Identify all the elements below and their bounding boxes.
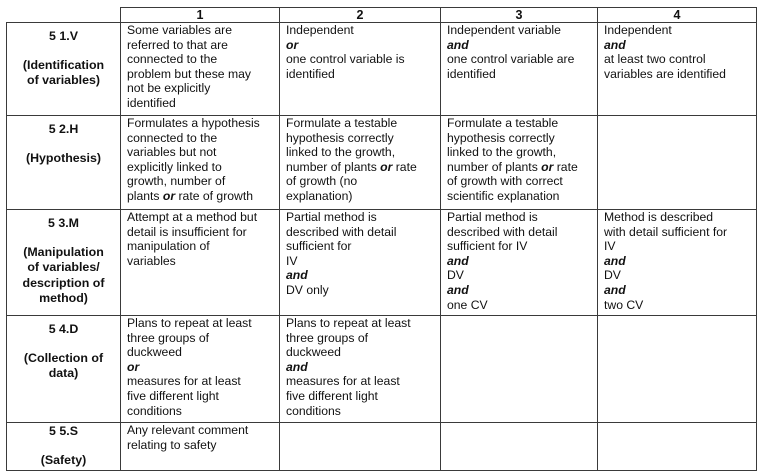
descriptor-line: explanation)	[286, 188, 353, 203]
descriptor-cell-level-3	[441, 316, 598, 423]
criterion-code: 5 1.V	[49, 29, 78, 43]
descriptor-line: variables	[127, 253, 176, 268]
column-header-2: 2	[280, 8, 441, 23]
descriptor-cell-level-4	[598, 23, 757, 116]
descriptor-cell-level-1	[121, 116, 280, 210]
descriptor-line: measures for at least	[127, 374, 241, 389]
criterion-label-line: of variables/	[27, 260, 100, 274]
criterion-label-line: description of	[22, 275, 105, 290]
descriptor-line: connected to the	[127, 130, 218, 145]
descriptor-line: Independent	[286, 23, 354, 37]
table-row	[7, 23, 757, 116]
descriptor-text: plants	[127, 188, 163, 203]
conjunction: and	[447, 253, 469, 268]
criterion-code: 5 2.H	[48, 122, 79, 136]
table-row	[7, 423, 757, 471]
descriptor-line: linked to the growth,	[447, 145, 557, 160]
descriptor-line: hypothesis correctly	[447, 130, 555, 145]
descriptor-line: Plans to repeat at least	[127, 316, 252, 330]
descriptor-line: Independent	[604, 23, 672, 37]
table-row	[7, 210, 757, 316]
descriptor-cell-level-1	[121, 316, 280, 423]
header-row	[7, 8, 757, 23]
descriptor-line: five different light	[127, 388, 219, 403]
column-header-3: 3	[441, 8, 598, 23]
spacer	[9, 138, 118, 151]
criterion-label-line: (Manipulation	[23, 244, 104, 259]
criterion-label-line: method)	[39, 291, 88, 305]
descriptor-text: rate of growth	[175, 188, 254, 203]
descriptor-cell-level-1	[121, 423, 280, 471]
descriptor-line: identified	[286, 66, 335, 81]
descriptor-text: rate	[392, 159, 417, 174]
descriptor-line: duckweed	[127, 345, 182, 360]
descriptor-line: hypothesis correctly	[286, 130, 394, 145]
conjunction: and	[604, 37, 626, 52]
conjunction: and	[447, 37, 469, 52]
conjunction: or	[127, 359, 140, 374]
conjunction: and	[286, 359, 308, 374]
descriptor-cell-level-2	[280, 116, 441, 210]
descriptor-line: DV only	[286, 282, 329, 297]
descriptor-line: of growth with correct	[447, 174, 563, 189]
marking-rubric-table	[6, 7, 757, 471]
descriptor-line: detail is insufficient for	[127, 224, 247, 239]
descriptor-line: three groups of	[286, 330, 368, 345]
descriptor-text: number of plants	[447, 159, 542, 174]
descriptor-cell-level-3	[441, 116, 598, 210]
table-row	[7, 316, 757, 423]
descriptor-line: at least two control	[604, 52, 706, 67]
descriptor-line: Independent variable	[447, 23, 561, 37]
descriptor-cell-level-4	[598, 423, 757, 471]
table-row	[7, 116, 757, 210]
spacer	[9, 338, 118, 351]
descriptor-line	[447, 160, 597, 175]
spacer	[9, 232, 118, 245]
descriptor-line: with detail sufficient for	[604, 224, 728, 239]
descriptor-line: IV	[286, 253, 298, 268]
descriptor-cell-level-3	[441, 423, 598, 471]
descriptor-cell-level-1	[121, 23, 280, 116]
descriptor-line: two CV	[604, 297, 644, 312]
descriptor-line: connected to the	[127, 52, 218, 67]
descriptor-cell-level-2	[280, 316, 441, 423]
descriptor-line: manipulation of	[127, 239, 210, 254]
descriptor-line: Partial method is	[447, 210, 538, 224]
descriptor-cell-level-3	[441, 210, 598, 316]
descriptor-cell-level-4	[598, 316, 757, 423]
descriptor-cell-level-2	[280, 210, 441, 316]
descriptor-cell-level-1	[121, 210, 280, 316]
column-header-4: 4	[598, 8, 757, 23]
descriptor-line: Attempt at a method but	[127, 210, 258, 224]
descriptor-line: one control variable is	[286, 52, 405, 67]
spacer	[9, 440, 118, 453]
conjunction: or	[541, 159, 554, 174]
spacer	[9, 45, 118, 58]
descriptor-line: sufficient for	[286, 239, 352, 254]
descriptor-line: explicitly linked to	[127, 159, 222, 174]
descriptor-line: IV	[604, 239, 616, 254]
descriptor-text: rate	[553, 159, 578, 174]
descriptor-line: DV	[604, 268, 621, 283]
descriptor-line: measures for at least	[286, 374, 400, 389]
criterion-label-line: (Hypothesis)	[25, 150, 102, 165]
descriptor-line: described with detail	[286, 224, 397, 239]
descriptor-line: sufficient for IV	[447, 239, 528, 254]
descriptor-line: linked to the growth,	[286, 145, 396, 160]
descriptor-line: variables but not	[127, 145, 217, 160]
descriptor-line: conditions	[286, 403, 341, 418]
descriptor-text: number of plants	[286, 159, 381, 174]
descriptor-line: Formulate a testable	[286, 116, 398, 130]
descriptor-line: problem but these may	[127, 66, 251, 81]
criterion-label-line: (Identification	[22, 57, 105, 72]
conjunction: or	[162, 188, 176, 203]
descriptor-line: described with detail	[447, 224, 558, 239]
descriptor-line: DV	[447, 268, 464, 283]
descriptor-line: relating to safety	[127, 437, 217, 452]
criterion-label-line: (Safety)	[40, 452, 87, 467]
descriptor-line: five different light	[286, 388, 378, 403]
descriptor-line: referred to that are	[127, 37, 228, 52]
descriptor-line	[286, 160, 440, 175]
criterion-label-line: of variables)	[27, 73, 100, 87]
descriptor-line: Formulates a hypothesis	[127, 116, 260, 130]
descriptor-cell-level-3	[441, 23, 598, 116]
descriptor-line: duckweed	[286, 345, 341, 360]
descriptor-line: identified	[447, 66, 496, 81]
descriptor-line: Formulate a testable	[447, 116, 559, 130]
descriptor-line	[127, 189, 279, 204]
descriptor-cell-level-2	[280, 23, 441, 116]
descriptor-line: identified	[127, 95, 176, 110]
descriptor-line: Any relevant comment	[127, 423, 249, 437]
descriptor-cell-level-4	[598, 116, 757, 210]
descriptor-line: growth, number of	[127, 174, 226, 189]
descriptor-line: Partial method is	[286, 210, 377, 224]
conjunction: and	[604, 253, 626, 268]
criterion-cell-identification-of-variables	[7, 23, 121, 116]
criterion-code: 5 3.M	[48, 216, 79, 230]
descriptor-line: Some variables are	[127, 23, 232, 37]
corner-cell	[7, 8, 121, 23]
descriptor-line: conditions	[127, 403, 182, 418]
criterion-code: 5 4.D	[48, 322, 79, 336]
descriptor-cell-level-2	[280, 423, 441, 471]
conjunction: and	[286, 268, 308, 283]
criterion-cell-collection-of-data	[7, 316, 121, 423]
conjunction: and	[604, 282, 626, 297]
conjunction: and	[447, 282, 469, 297]
criterion-cell-hypothesis	[7, 116, 121, 210]
conjunction: or	[380, 159, 393, 174]
criterion-code: 5 5.S	[49, 424, 78, 438]
descriptor-line: one CV	[447, 297, 488, 312]
column-header-1: 1	[121, 8, 280, 23]
descriptor-line: of growth (no	[286, 174, 358, 189]
criterion-cell-safety	[7, 423, 121, 471]
descriptor-line: scientific explanation	[447, 188, 560, 203]
descriptor-line: one control variable are	[447, 52, 575, 67]
descriptor-cell-level-4	[598, 210, 757, 316]
descriptor-line: variables are identified	[604, 66, 726, 81]
conjunction: or	[286, 37, 299, 52]
criterion-cell-manipulation-of-variables	[7, 210, 121, 316]
rubric-body	[7, 23, 757, 471]
criterion-label-line: data)	[48, 366, 79, 380]
descriptor-line: not be explicitly	[127, 81, 211, 96]
descriptor-line: Plans to repeat at least	[286, 316, 411, 330]
descriptor-line: three groups of	[127, 330, 209, 345]
criterion-label-line: (Collection of	[23, 350, 104, 365]
descriptor-line: Method is described	[604, 210, 714, 224]
